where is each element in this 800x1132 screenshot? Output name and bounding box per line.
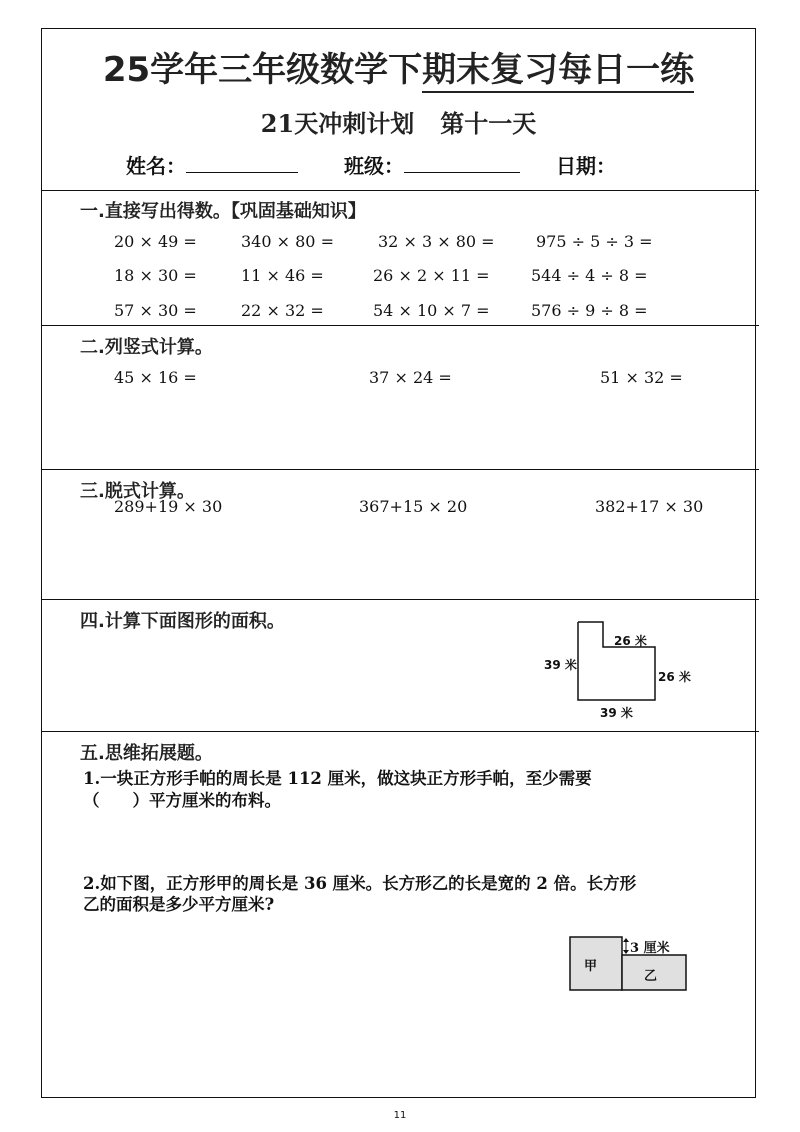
l-shape-right-label: 26 米 (658, 670, 691, 684)
square-jia-label: 甲 (584, 959, 598, 974)
divider-5 (41, 731, 759, 732)
s1-problem: 340 × 80 = (241, 232, 334, 251)
title-part2: 期末复习每日一练 (422, 50, 694, 93)
s1-problem: 54 × 10 × 7 = (373, 301, 490, 320)
s1-problem: 975 ÷ 5 ÷ 3 = (536, 232, 653, 251)
subtitle-plan: 21天冲刺计划 (260, 109, 415, 138)
s1-problem: 32 × 3 × 80 = (378, 232, 495, 251)
rect-yi-label: 乙 (644, 969, 658, 984)
s1-problem: 544 ÷ 4 ÷ 8 = (531, 266, 648, 285)
question2-line2: 乙的面积是多少平方厘米? (83, 895, 275, 914)
class-field (344, 150, 520, 179)
question2-line1: 2.如下图，正方形甲的周长是 36 厘米。长方形乙的长是宽的 2 倍。长方形 (83, 874, 637, 893)
title-part1: 25学年三年级数学下 (102, 50, 423, 90)
s2-problem: 45 × 16 = (114, 368, 197, 387)
divider-3 (41, 469, 759, 470)
divider-4 (41, 599, 759, 600)
gap-label: 3 厘米 (630, 941, 670, 956)
s3-problem: 367+15 × 20 (359, 497, 468, 516)
section3-title: 三.脱式计算。 (80, 481, 195, 502)
section5-title: 五.思维拓展题。 (80, 743, 213, 764)
divider-1 (41, 190, 759, 191)
l-shape-left-label: 39 米 (544, 658, 577, 672)
s1-problem: 18 × 30 = (114, 266, 197, 285)
divider-2 (41, 325, 759, 326)
s1-problem: 57 × 30 = (114, 301, 197, 320)
section2-title: 二.列竖式计算。 (80, 337, 213, 358)
s1-problem: 576 ÷ 9 ÷ 8 = (531, 301, 648, 320)
s2-problem: 51 × 32 = (600, 368, 683, 387)
class-label: 班级： (344, 154, 404, 178)
s1-problem: 20 × 49 = (114, 232, 197, 251)
s1-problem: 22 × 32 = (241, 301, 324, 320)
s2-problem: 37 × 24 = (369, 368, 452, 387)
s3-problem: 382+17 × 30 (595, 497, 704, 516)
l-shape-top-label: 26 米 (614, 634, 647, 648)
name-field (126, 150, 298, 179)
question1-line2: （ ）平方厘米的布料。 (83, 791, 281, 810)
l-shape-bottom-label: 39 米 (600, 706, 633, 720)
date-label: 日期： (556, 154, 616, 178)
section4-title: 四.计算下面图形的面积。 (80, 611, 285, 632)
worksheet-subtitle (41, 104, 756, 139)
worksheet-title (41, 42, 756, 91)
question1-line1: 1.一块正方形手帕的周长是 112 厘米，做这块正方形手帕，至少需要 (83, 769, 592, 788)
s1-problem: 11 × 46 = (241, 266, 324, 285)
page-number: 11 (393, 1110, 407, 1121)
s1-problem: 26 × 2 × 11 = (373, 266, 490, 285)
class-blank[interactable] (404, 152, 520, 173)
s3-problem: 289+19 × 30 (114, 497, 223, 516)
date-field (556, 150, 616, 179)
name-label: 姓名： (126, 154, 186, 178)
subtitle-day: 第十一天 (440, 109, 537, 138)
name-blank[interactable] (186, 152, 298, 173)
section1-title: 一.直接写出得数。【巩固基础知识】 (80, 201, 366, 222)
